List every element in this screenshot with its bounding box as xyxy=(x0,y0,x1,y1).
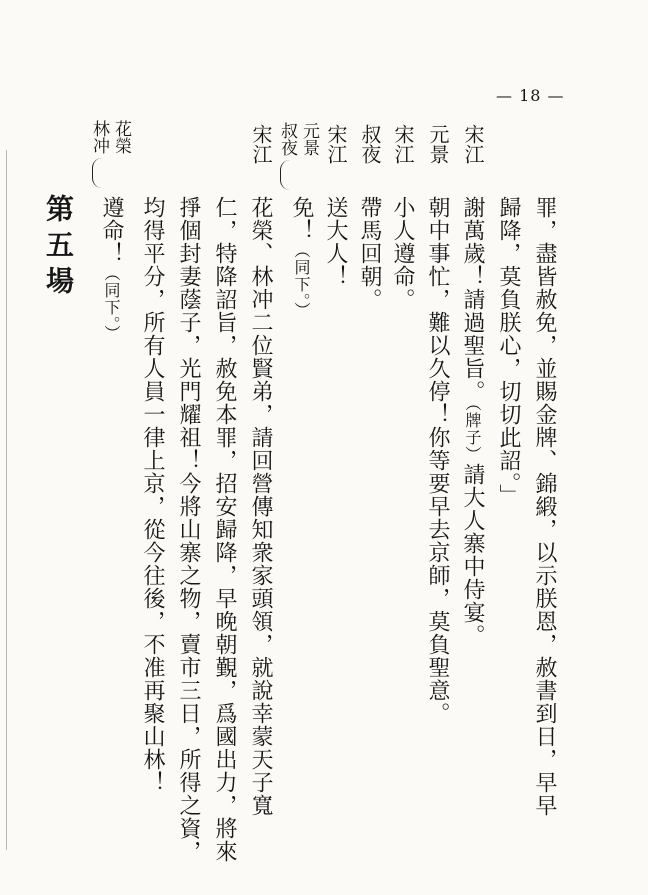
text-column-12: 均得平分，所有人員一律上京，從今往後，不准再聚山林！ xyxy=(140,196,165,794)
dialogue: 謝萬歲！請過聖旨。 xyxy=(460,196,485,403)
speaker-label-bottom: 林冲 xyxy=(89,120,109,154)
text-column-9: 花榮、林冲二位賢弟，請回營傳知衆家頭領，就說幸蒙天子寬 xyxy=(248,196,273,817)
text-column-1: 罪，盡皆赦免，並賜金牌、錦緞，以示朕恩，赦書到日，早早 xyxy=(532,196,557,817)
dialogue: 遵命！ xyxy=(99,196,124,265)
speaker-label-top: 元景 xyxy=(299,122,319,156)
speaker-label-bottom: 叔夜 xyxy=(277,122,297,156)
speaker-label: 宋江 xyxy=(249,124,273,164)
text-column-8 xyxy=(290,196,312,319)
stage-direction: （同下。） xyxy=(292,242,311,319)
dialogue: 免！ xyxy=(289,196,314,242)
page-edge-line xyxy=(6,150,7,850)
speaker-brace xyxy=(92,158,103,188)
speaker-label: 宋江 xyxy=(324,124,348,164)
speaker-brace xyxy=(280,160,291,190)
page-number: — 18 — xyxy=(496,86,565,105)
text-column-10: 仁，特降詔旨，赦免本罪，招安歸降，早晚朝覲，爲國出力，將來 xyxy=(212,196,237,863)
speaker-label: 元景 xyxy=(426,124,450,164)
text-column-3 xyxy=(461,196,483,647)
speaker-label: 宋江 xyxy=(391,124,415,164)
stage-direction: （同下。） xyxy=(102,265,121,342)
text-column-4: 朝中事忙，難以久停！你等要早去京師，莫負聖意。 xyxy=(425,196,450,725)
text-column-13 xyxy=(100,196,122,342)
text-column-7: 送大人！ xyxy=(323,196,348,288)
speaker-label: 宋江 xyxy=(461,124,485,164)
scene-title: 第五場 xyxy=(42,194,75,302)
speaker-label-top: 花榮 xyxy=(111,120,131,154)
text-column-2: 歸降，莫負朕心，切切此詔。」 xyxy=(496,196,521,507)
text-column-11: 掙個封妻蔭子，光門耀祖！今將山寨之物，賣市三日，所得之資， xyxy=(176,196,201,863)
dialogue: 請大人寨中侍宴。 xyxy=(460,463,485,647)
text-column-6: 帶馬回朝。 xyxy=(357,196,382,311)
text-column-5: 小人遵命。 xyxy=(390,196,415,311)
speaker-label: 叔夜 xyxy=(358,124,382,164)
stage-direction: （牌子） xyxy=(463,403,482,463)
